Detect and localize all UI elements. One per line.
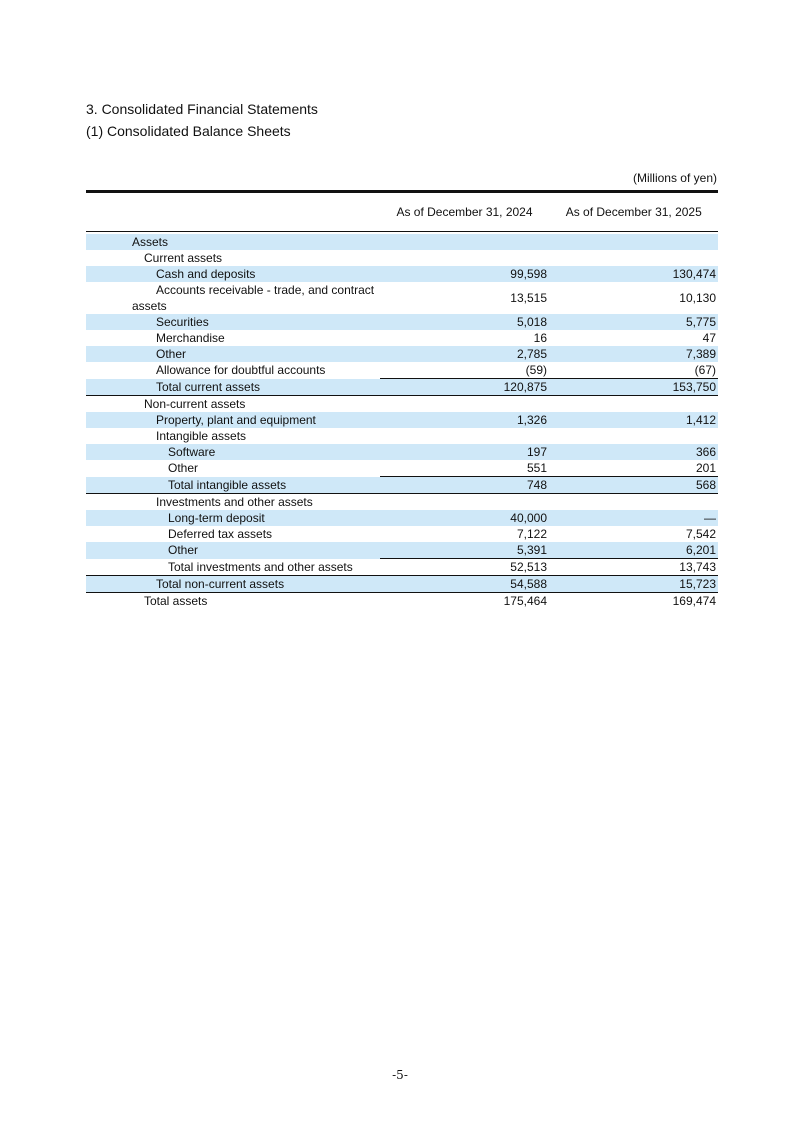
row-value-prior: 99,598 [380, 266, 549, 282]
row-value-prior: 120,875 [380, 379, 549, 396]
row-label-line-2: assets [132, 299, 167, 313]
row-value-prior [380, 250, 549, 266]
row-label-securities: Securities [86, 314, 380, 330]
table-row-total [86, 576, 718, 593]
row-label-total-intangible-assets: Total intangible assets [86, 477, 380, 494]
subsection-heading: (1) Consolidated Balance Sheets [86, 123, 291, 139]
row-label-total-investments-and-other-assets: Total investments and other assets [86, 559, 380, 576]
row-value-prior [380, 494, 549, 511]
row-label-software: Software [86, 444, 380, 460]
balance-sheet-table [86, 190, 718, 609]
table-row [86, 362, 718, 379]
row-value-current: 201 [695, 461, 716, 475]
header-blank-cell [86, 192, 380, 232]
table-row [86, 250, 718, 266]
table-row-grand-total [86, 593, 718, 610]
row-value-current [549, 250, 718, 266]
row-value-current: 366 [549, 444, 718, 460]
row-value-prior: 551 [526, 461, 547, 475]
row-value-current: 5,775 [549, 314, 718, 330]
row-label-long-term-deposit: Long-term deposit [86, 510, 380, 526]
row-value-current: 130,474 [549, 266, 718, 282]
row-value-current: 169,474 [672, 594, 716, 608]
page-number: -5- [392, 1068, 408, 1082]
row-label-merchandise: Merchandise [156, 331, 225, 345]
row-value-current [549, 396, 718, 413]
row-value-prior: 5,018 [380, 314, 549, 330]
table-row [86, 314, 718, 330]
row-value-prior: 197 [380, 444, 549, 460]
section-heading: 3. Consolidated Financial Statements [86, 101, 318, 117]
row-label-assets: Assets [86, 234, 380, 250]
table-row [86, 428, 718, 444]
unit-note: (Millions of yen) [632, 171, 717, 185]
table-row [86, 266, 718, 282]
row-label-other-intangible: Other [168, 461, 199, 476]
table-row-total [86, 379, 718, 396]
row-value-prior: 2,785 [380, 346, 549, 362]
table-row [86, 396, 718, 413]
row-label-allowance: Allowance for doubtful accounts [156, 363, 326, 378]
table-row [86, 444, 718, 460]
row-value-current: 568 [549, 477, 718, 494]
row-value-prior: 748 [380, 477, 549, 494]
row-value-current: 7,389 [549, 346, 718, 362]
row-value-prior: 16 [533, 331, 547, 345]
row-label-other-investments: Other [86, 542, 380, 559]
table-row [86, 494, 718, 511]
row-label-other-current: Other [86, 346, 380, 362]
row-value-prior: 40,000 [380, 510, 549, 526]
row-value-current: (67) [694, 363, 716, 377]
row-value-current: 13,743 [549, 559, 718, 576]
row-value-prior: (59) [525, 363, 547, 377]
row-value-prior [380, 234, 549, 250]
table-row [86, 510, 718, 526]
row-value-prior [380, 396, 549, 413]
table-row [86, 346, 718, 362]
row-value-prior: 52,513 [380, 559, 549, 576]
table-row [86, 460, 718, 477]
row-label-investments-and-other-assets: Investments and other assets [156, 495, 313, 509]
row-value-current: 47 [702, 331, 716, 345]
row-value-current [549, 494, 718, 511]
table-row-total [86, 477, 718, 494]
row-label-non-current-assets: Non-current assets [144, 397, 246, 411]
row-value-current: — [549, 510, 718, 526]
column-header-prior: As of December 31, 2024 [380, 192, 549, 232]
row-value-current: 7,542 [685, 527, 716, 541]
row-label-cash-and-deposits: Cash and deposits [86, 266, 380, 282]
table-row-total [86, 559, 718, 576]
table-row [86, 412, 718, 428]
table-row [86, 526, 718, 542]
row-value-current [549, 428, 718, 444]
row-label-total-current-assets: Total current assets [86, 379, 380, 396]
row-value-current: 15,723 [549, 576, 718, 593]
row-label-intangible-assets: Intangible assets [156, 429, 247, 443]
row-label-ppe: Property, plant and equipment [86, 412, 380, 428]
table-row [86, 234, 718, 250]
row-value-prior: 1,326 [380, 412, 549, 428]
row-value-prior: 175,464 [503, 594, 547, 608]
row-value-current: 6,201 [549, 542, 718, 559]
table-row [86, 282, 718, 314]
row-value-prior [380, 428, 549, 444]
table-header-row [86, 192, 718, 232]
row-label-total-non-current-assets: Total non-current assets [86, 576, 380, 593]
table-row [86, 542, 718, 559]
row-value-prior: 54,588 [380, 576, 549, 593]
row-value-prior: 13,515 [510, 291, 547, 305]
row-label-current-assets: Current assets [144, 251, 223, 265]
row-label-accounts-receivable [86, 282, 380, 314]
row-label-total-assets: Total assets [144, 594, 208, 608]
row-value-current: 10,130 [679, 291, 716, 305]
row-value-prior: 7,122 [516, 527, 547, 541]
row-label-deferred-tax-assets: Deferred tax assets [168, 527, 273, 541]
row-label-line-1: Accounts receivable - trade, and contract [156, 283, 375, 297]
row-value-current: 153,750 [549, 379, 718, 396]
row-value-current [549, 234, 718, 250]
column-header-current: As of December 31, 2025 [549, 192, 718, 232]
table-row [86, 330, 718, 346]
row-value-current: 1,412 [549, 412, 718, 428]
row-value-prior: 5,391 [380, 542, 549, 559]
